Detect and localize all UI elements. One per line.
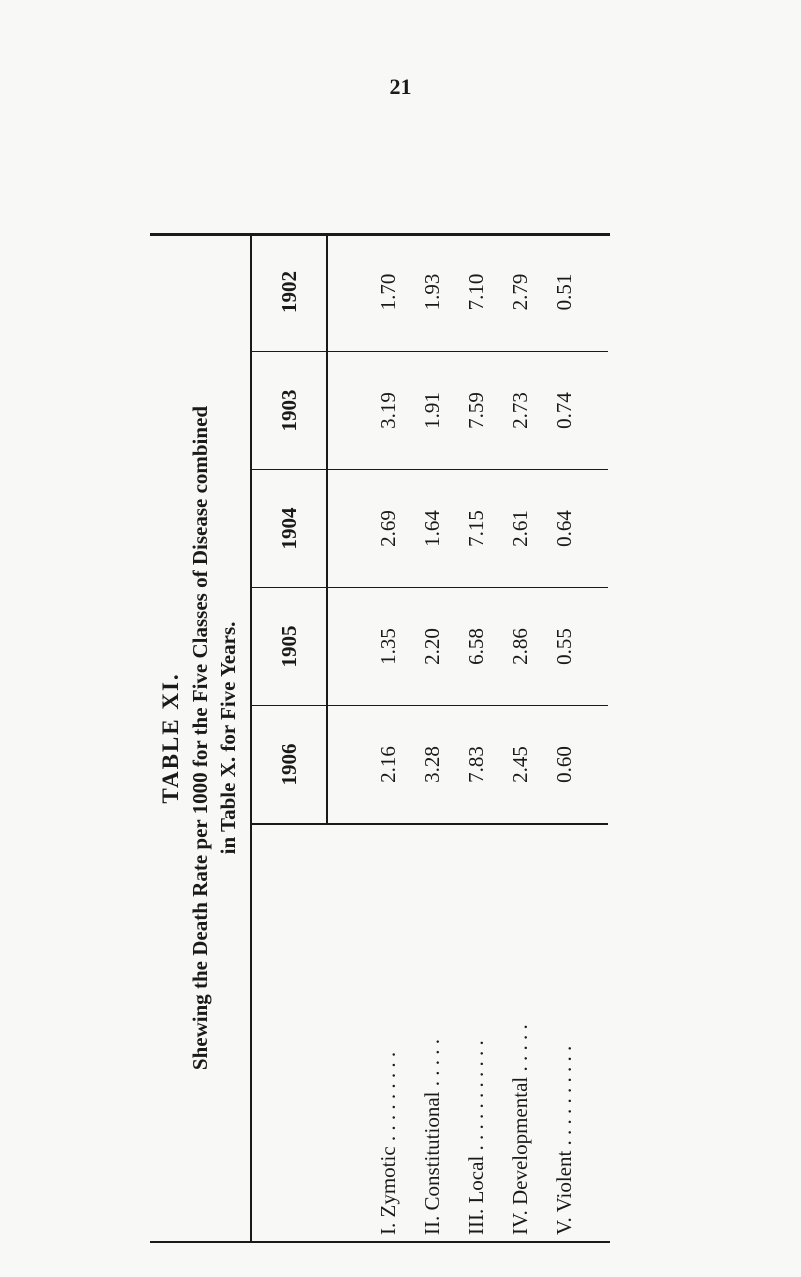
year-column-1906 (250, 705, 608, 823)
row-label-leader: . . . . . (420, 1039, 444, 1087)
row-label-zymotic (372, 825, 404, 1235)
table-title: TABLE XI. (158, 672, 183, 804)
row-label-constitutional (416, 825, 448, 1235)
table-title-block (150, 233, 245, 1243)
row-label-leader: . . . . . . . . . . . (464, 1040, 488, 1151)
year-column-1905 (250, 587, 608, 705)
table-cell: 0.55 (552, 628, 576, 665)
table-cell: 2.61 (508, 510, 532, 547)
table-cell: 1.64 (420, 510, 444, 547)
rotated-table (150, 233, 610, 1243)
table-cell: 0.60 (552, 746, 576, 783)
table-cell: 2.69 (376, 510, 400, 547)
row-label-text: IV. Developmental (508, 1076, 532, 1235)
table-cell: 7.83 (464, 746, 488, 783)
table-cell: 2.79 (508, 273, 532, 311)
year-header: 1903 (250, 352, 328, 469)
row-label-text: I. Zymotic (376, 1146, 400, 1235)
table-subtitle-line2: in Table X. for Five Years. (216, 621, 240, 855)
table-subtitle-line1: Shewing the Death Rate per 1000 for the Five Classes of Disease combined (188, 405, 212, 1071)
year-column-1902 (250, 233, 608, 351)
row-label-text: II. Constitutional (420, 1091, 444, 1235)
year-header: 1904 (250, 470, 328, 587)
table-cell: 7.10 (464, 273, 488, 311)
row-label-text: V. Violent (552, 1150, 576, 1235)
row-label-text: III. Local (464, 1155, 488, 1235)
table-cell: 0.74 (552, 392, 576, 429)
table-cell: 7.59 (464, 392, 488, 429)
year-column-1904 (250, 469, 608, 587)
table-cell: 0.51 (552, 273, 576, 311)
table-cell: 1.91 (420, 392, 444, 429)
table-cell: 1.70 (376, 273, 400, 311)
table-cell: 2.20 (420, 628, 444, 665)
table-cell: 3.19 (376, 392, 400, 429)
table-cell: 1.93 (420, 273, 444, 311)
table-cell: 2.16 (376, 746, 400, 783)
table-cell: 2.45 (508, 746, 532, 783)
table-cell: 0.64 (552, 510, 576, 547)
table-cell: 7.15 (464, 510, 488, 547)
page-number: 21 (389, 74, 412, 99)
year-header: 1906 (250, 706, 328, 823)
row-label-leader: . . . . . . . . . . (552, 1045, 576, 1146)
table-cell: 2.73 (508, 392, 532, 429)
year-column-1903 (250, 351, 608, 469)
table-cell: 6.58 (464, 628, 488, 665)
row-label-local (460, 825, 492, 1235)
row-label-developmental (504, 825, 536, 1235)
year-header: 1905 (250, 588, 328, 705)
year-header: 1902 (250, 233, 328, 351)
table-cell: 1.35 (376, 628, 400, 665)
row-label-leader: . . . . . . . . . (376, 1051, 400, 1142)
row-label-column (250, 823, 608, 1243)
row-label-violent (548, 825, 580, 1235)
table-cell: 3.28 (420, 746, 444, 783)
table-cell: 2.86 (508, 628, 532, 665)
row-label-leader: . . . . . (508, 1024, 532, 1072)
